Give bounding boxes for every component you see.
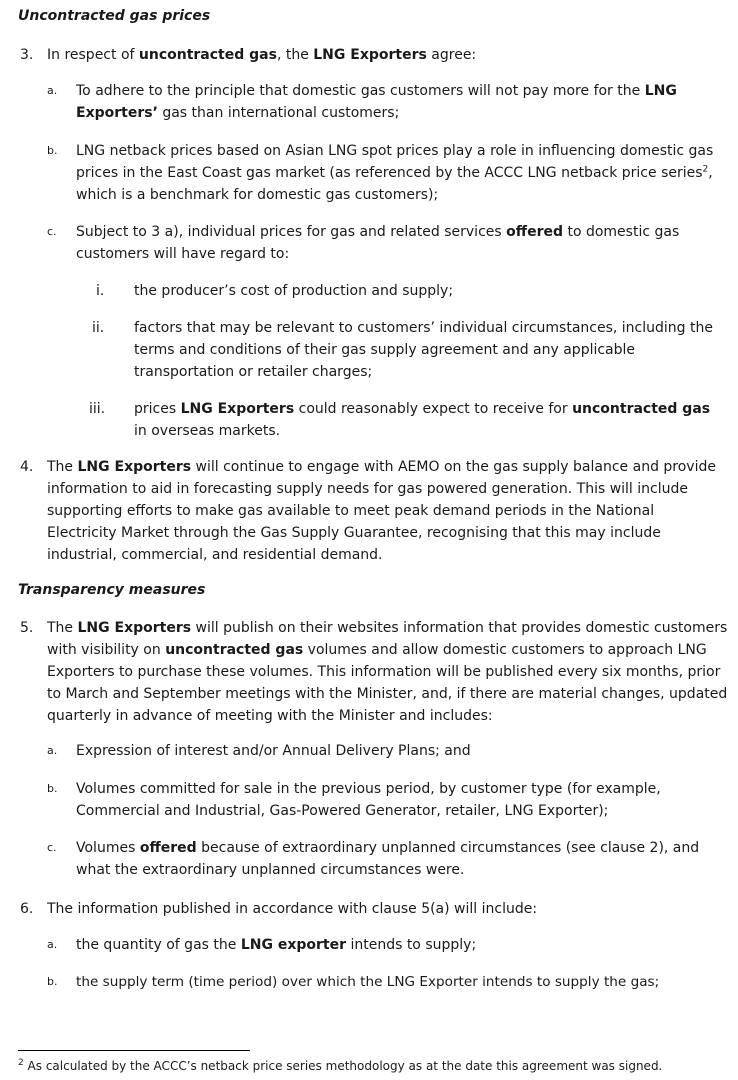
- roman-label: iii.: [89, 401, 106, 417]
- sub-label: c.: [47, 841, 57, 854]
- clause-6b: the supply term (time period) over which the LNG Exporter intends to supply the gas;: [76, 974, 660, 990]
- clause-5: The LNG Exporters will publish on their websites information that provides domestic customers with visibility on uncontracted gas volumes and allow domestic customers to approach LNG Exporters to purchase these volumes. This information will be published every six months, prior to March and September meetings with the Minister, and, if there are material changes, updated quarterly in advance of meeting with the Minister and includes:: [47, 620, 728, 724]
- clause-6a: the quantity of gas the LNG exporter intends to supply;: [76, 937, 477, 953]
- clause-3-intro: In respect of uncontracted gas, the LNG Exporters agree:: [47, 47, 477, 63]
- sub-label: a.: [47, 84, 58, 97]
- sub-label: b.: [47, 975, 58, 988]
- clause-number: 3.: [20, 47, 34, 63]
- clause-3b: LNG netback prices based on Asian LNG spot prices play a role in influencing domestic gas prices in the East Coast gas market (as referenced by the ACCC LNG netback price series$^2$, which is a benchmark for domestic gas customers);: [76, 143, 714, 203]
- section-heading-transparency: Transparency measures: [18, 582, 206, 598]
- clause-3a: To adhere to the principle that domestic gas customers will not pay more for the LNG Exporters’ gas than international customers;: [76, 83, 677, 121]
- clause-5a: Expression of interest and/or Annual Delivery Plans; and: [76, 743, 471, 759]
- clause-3c: Subject to 3 a), individual prices for gas and related services offered to domestic gas customers will have regard to:: [76, 224, 680, 262]
- clause-6-intro: The information published in accordance with clause 5(a) will include:: [47, 901, 538, 917]
- clause-number: 4.: [20, 459, 34, 475]
- footnote: $^2$ As calculated by the ACCC’s netback price series methodology as at the date this agreement was signed.: [18, 1058, 663, 1073]
- clause-4: The LNG Exporters will continue to engage with AEMO on the gas supply balance and provide information to aid in forecasting supply needs for gas powered generation. This will include supporting efforts to make gas available to meet peak demand periods in the National Electricity Market through the Gas Supply Guarantee, recognising that this may include industrial, commercial, and residential demand.: [47, 459, 716, 563]
- sub-label: b.: [47, 144, 58, 157]
- clause-3c-ii: factors that may be relevant to customers’ individual circumstances, including the terms and conditions of their gas supply agreement and any applicable transportation or retailer charges;: [134, 320, 713, 380]
- sub-label: c.: [47, 225, 57, 238]
- sub-label: a.: [47, 744, 58, 757]
- clause-5c: Volumes offered because of extraordinary unplanned circumstances (see clause 2), and what the extraordinary unplanned circumstances were.: [76, 840, 700, 878]
- clause-number: 6.: [20, 901, 34, 917]
- roman-label: i.: [96, 283, 105, 299]
- clause-3c-i: the producer’s cost of production and supply;: [134, 283, 454, 299]
- section-heading-uncontracted: Uncontracted gas prices: [18, 8, 211, 24]
- roman-label: ii.: [92, 320, 105, 336]
- clause-number: 5.: [20, 620, 34, 636]
- sub-label: a.: [47, 938, 58, 951]
- clause-5b: Volumes committed for sale in the previous period, by customer type (for example, Commercial and Industrial, Gas-Powered Generator, retailer, LNG Exporter);: [76, 781, 661, 819]
- footnote-divider: [18, 1050, 250, 1051]
- clause-3c-iii: prices LNG Exporters could reasonably expect to receive for uncontracted gas in overseas markets.: [134, 401, 711, 439]
- sub-label: b.: [47, 782, 58, 795]
